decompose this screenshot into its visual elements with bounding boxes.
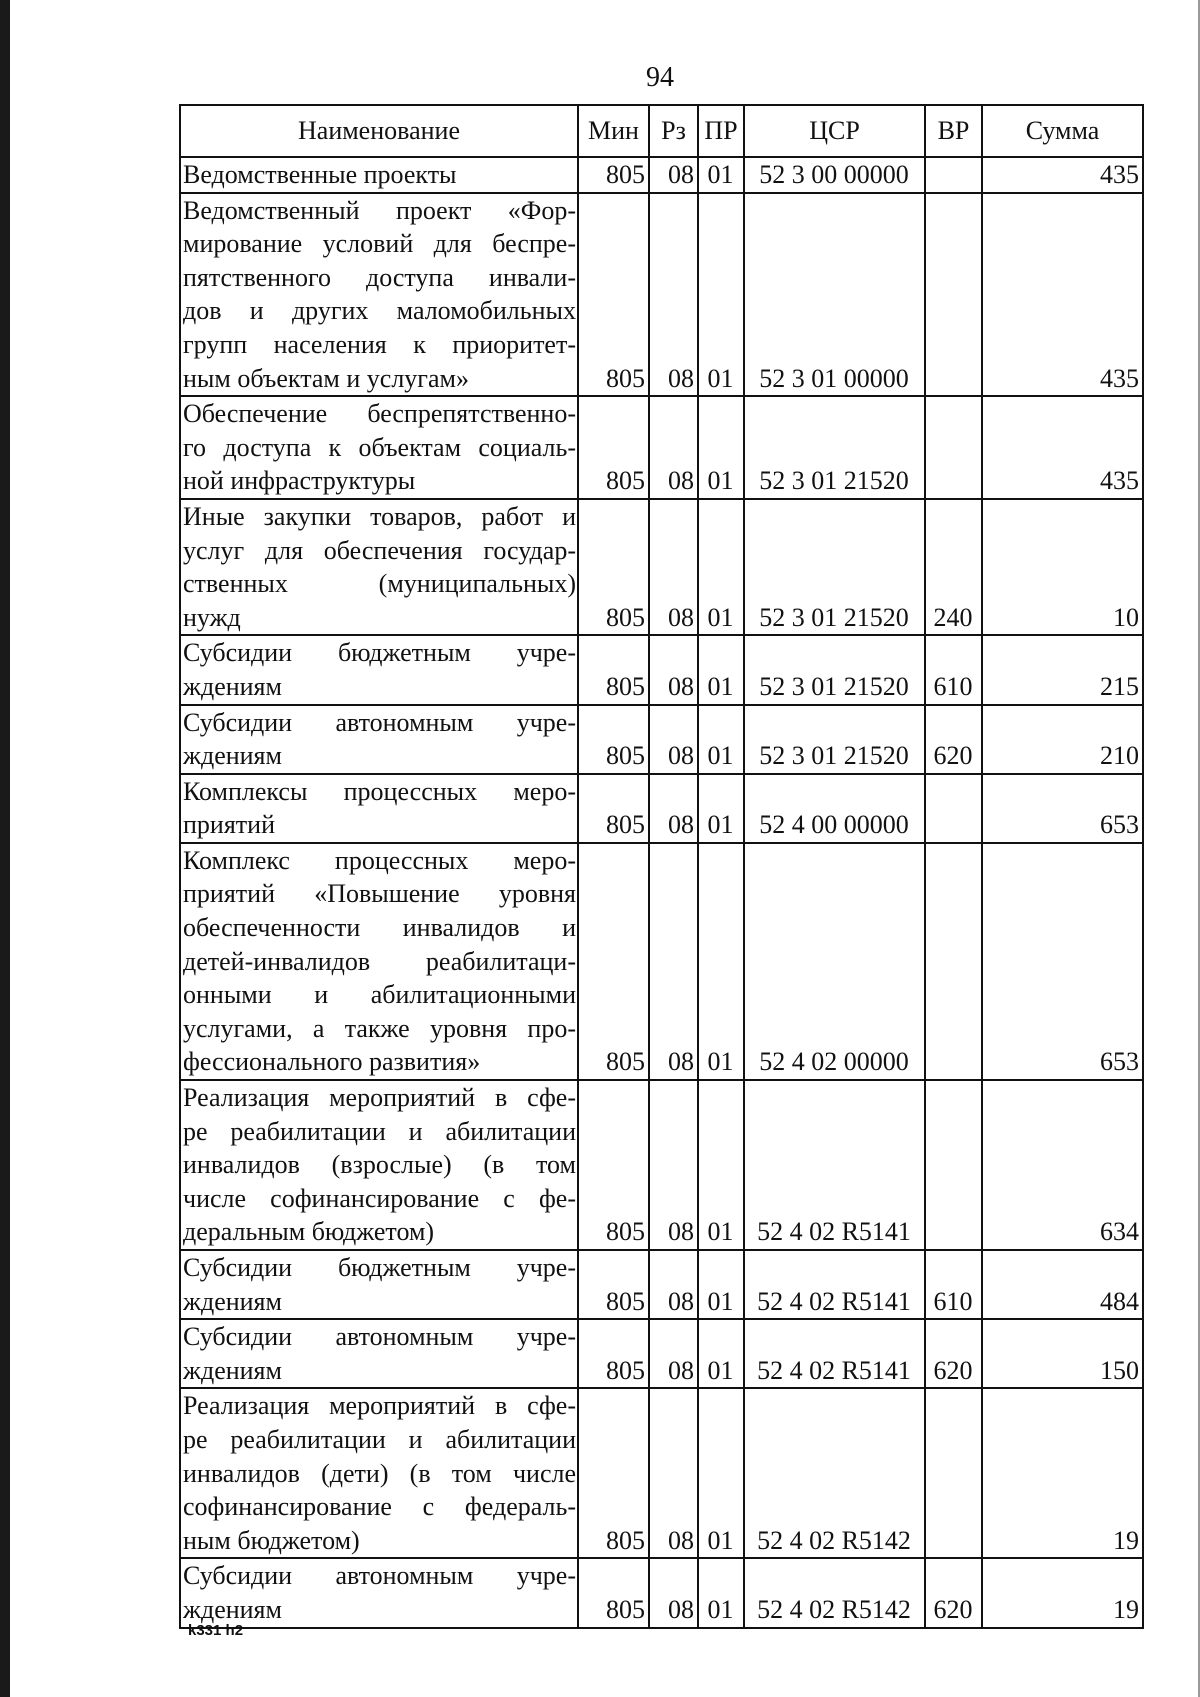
cell-name [180,1319,578,1388]
name-line: ственных (муниципальных) [183,569,576,599]
name-line: числе софинансирование с фе- [183,1183,576,1213]
cell-csr: 52 3 01 21520 [744,396,925,499]
header-min: Мин [578,105,649,157]
cell-name [180,1250,578,1319]
cell-sum: 435 [982,396,1143,499]
name-line: инвалидов (дети) (в том числе [183,1458,576,1488]
cell-pr: 01 [698,1558,744,1627]
cell-min: 805 [578,843,649,1080]
cell-sum: 19 [982,1558,1143,1627]
cell-csr: 52 3 01 21520 [744,635,925,704]
cell-pr: 01 [698,396,744,499]
name-line: деральным бюджетом) [183,1217,435,1247]
name-line: Комплексы процессных меро- [183,776,576,806]
name-line: ждениям [183,1594,282,1624]
cell-vr: 620 [925,705,982,774]
cell-min: 805 [578,774,649,843]
name-line: пятственного доступа инвали- [183,262,576,292]
name-line: обеспеченности инвалидов и [183,913,576,943]
cell-pr: 01 [698,774,744,843]
cell-min: 805 [578,1080,649,1250]
cell-pr: 01 [698,193,744,397]
cell-sum: 634 [982,1080,1143,1250]
budget-table [179,104,1144,1629]
cell-vr [925,1080,982,1250]
cell-min: 805 [578,1388,649,1558]
table-row [180,635,1143,704]
table-row [180,396,1143,499]
cell-vr [925,774,982,843]
table-row [180,1080,1143,1250]
cell-vr: 610 [925,1250,982,1319]
cell-rz: 08 [649,499,698,635]
name-line: Субсидии автономным учре- [183,1322,576,1352]
cell-rz: 08 [649,396,698,499]
cell-sum: 435 [982,193,1143,397]
name-line: Субсидии автономным учре- [183,707,576,737]
cell-rz: 08 [649,705,698,774]
name-line: Комплекс процессных меро- [183,845,576,875]
name-line: Субсидии автономным учре- [183,1561,576,1591]
cell-pr: 01 [698,499,744,635]
cell-pr: 01 [698,635,744,704]
name-line: Субсидии бюджетным учре- [183,638,576,668]
cell-pr: 01 [698,1080,744,1250]
name-line: ным объектам и услугам» [183,363,469,393]
cell-sum: 653 [982,774,1143,843]
cell-min: 805 [578,1558,649,1627]
cell-sum: 19 [982,1388,1143,1558]
cell-pr: 01 [698,1319,744,1388]
cell-vr: 240 [925,499,982,635]
name-line: ждениям [183,1355,282,1385]
name-line: мирование условий для беспре- [183,229,576,259]
table-body [180,157,1143,1628]
cell-rz: 08 [649,843,698,1080]
name-line: услугами, а также уровня про- [183,1013,576,1043]
cell-sum: 210 [982,705,1143,774]
name-line: инвалидов (взрослые) (в том [183,1150,576,1180]
scan-edge-left [0,0,10,1697]
cell-csr: 52 4 02 00000 [744,843,925,1080]
cell-min: 805 [578,193,649,397]
cell-pr: 01 [698,157,744,193]
cell-min: 805 [578,635,649,704]
cell-min: 805 [578,1319,649,1388]
cell-name [180,705,578,774]
name-line: нужд [183,602,241,632]
cell-rz: 08 [649,1250,698,1319]
cell-vr [925,843,982,1080]
name-line: ной инфраструктуры [183,466,416,496]
cell-sum: 484 [982,1250,1143,1319]
cell-rz: 08 [649,1319,698,1388]
cell-min: 805 [578,396,649,499]
cell-csr: 52 4 02 R5142 [744,1388,925,1558]
cell-pr: 01 [698,843,744,1080]
table-row [180,1319,1143,1388]
table-row [180,157,1143,193]
name-line: Ведомственный проект «Фор- [183,195,576,225]
table-row [180,1250,1143,1319]
header-csr: ЦСР [744,105,925,157]
cell-vr: 620 [925,1558,982,1627]
cell-vr [925,396,982,499]
cell-vr [925,193,982,397]
cell-csr: 52 3 01 00000 [744,193,925,397]
cell-vr: 620 [925,1319,982,1388]
cell-csr: 52 4 00 00000 [744,774,925,843]
name-line: Субсидии бюджетным учре- [183,1253,576,1282]
cell-csr: 52 4 02 R5141 [744,1080,925,1250]
table-row [180,1388,1143,1558]
cell-csr: 52 4 02 R5141 [744,1319,925,1388]
name-line: ждениям [183,671,282,701]
table-row [180,193,1143,397]
table-row [180,843,1143,1080]
header-sum: Сумма [982,105,1143,157]
cell-sum: 215 [982,635,1143,704]
header-pr: ПР [698,105,744,157]
name-line: Реализация мероприятий в сфе- [183,1391,576,1421]
cell-csr: 52 3 00 00000 [744,157,925,193]
cell-name [180,499,578,635]
table-row [180,774,1143,843]
name-line: ным бюджетом) [183,1525,360,1555]
cell-csr: 52 4 02 R5142 [744,1558,925,1627]
name-line: Реализация мероприятий в сфе- [183,1083,576,1113]
name-line: фессионального развития» [183,1047,481,1077]
name-line: Ведомственные проекты [183,160,457,189]
cell-vr [925,157,982,193]
page-number: 94 [646,62,674,93]
cell-csr: 52 3 01 21520 [744,705,925,774]
name-line: ждениям [183,1286,282,1316]
cell-pr: 01 [698,1250,744,1319]
cell-name [180,774,578,843]
name-line: дов и других маломобильных [183,296,576,326]
cell-vr: 610 [925,635,982,704]
cell-sum: 10 [982,499,1143,635]
cell-csr: 52 4 02 R5141 [744,1250,925,1319]
cell-min: 805 [578,1250,649,1319]
name-line: го доступа к объектам социаль- [183,432,576,462]
header-vr: ВР [925,105,982,157]
name-line: приятий [183,810,275,840]
cell-rz: 08 [649,1388,698,1558]
cell-name [180,635,578,704]
cell-rz: 08 [649,1080,698,1250]
cell-min: 805 [578,705,649,774]
cell-min: 805 [578,499,649,635]
cell-name [180,843,578,1080]
name-line: ре реабилитации и абилитации [183,1116,576,1146]
table-header-row [180,105,1143,157]
cell-min: 805 [578,157,649,193]
name-line: онными и абилитационными [183,980,576,1010]
cell-rz: 08 [649,774,698,843]
cell-name [180,193,578,397]
table-row [180,705,1143,774]
footer-code: k331 h2 [188,1622,244,1639]
cell-rz: 08 [649,1558,698,1627]
cell-sum: 435 [982,157,1143,193]
name-line: Обеспечение беспрепятственно- [183,399,576,429]
name-line: софинансирование с федераль- [183,1492,576,1522]
cell-sum: 653 [982,843,1143,1080]
name-line: услуг для обеспечения государ- [183,535,576,565]
header-name: Наименование [180,105,578,157]
cell-name [180,396,578,499]
cell-sum: 150 [982,1319,1143,1388]
cell-rz: 08 [649,193,698,397]
cell-name [180,1558,578,1627]
table-row [180,1558,1143,1627]
cell-pr: 01 [698,1388,744,1558]
cell-csr: 52 3 01 21520 [744,499,925,635]
name-line: ждениям [183,741,282,771]
cell-name [180,1388,578,1558]
name-line: ре реабилитации и абилитации [183,1424,576,1454]
cell-name [180,157,578,193]
cell-name [180,1080,578,1250]
name-line: детей-инвалидов реабилитаци- [183,946,576,976]
name-line: приятий «Повышение уровня [183,879,576,909]
cell-vr [925,1388,982,1558]
table-row [180,499,1143,635]
name-line: Иные закупки товаров, работ и [183,501,576,531]
cell-pr: 01 [698,705,744,774]
header-rz: Рз [649,105,698,157]
name-line: групп населения к приоритет- [183,329,576,359]
cell-rz: 08 [649,635,698,704]
cell-rz: 08 [649,157,698,193]
